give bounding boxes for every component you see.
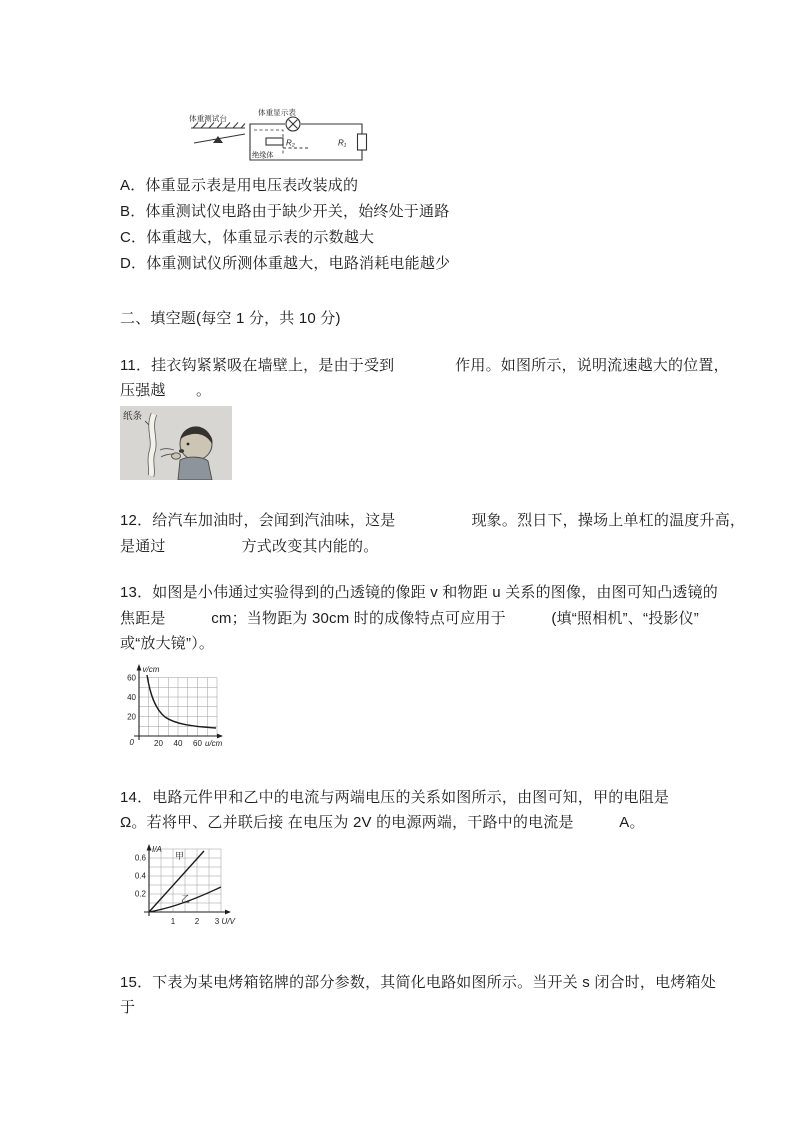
question-12-line1: 12．给汽车加油时，会闻到汽油味，这是 现象。烈日下，操场上单杠的温度升高， <box>120 512 746 529</box>
y-tick-40: 40 <box>127 693 136 702</box>
r1-label: R₁ <box>338 138 347 148</box>
section-title: 二、填空题(每空 1 分，共 10 分) <box>120 310 341 327</box>
question-15-line1: 15．下表为某电烤箱铭牌的部分参数，其简化电路如图所示。当开关 s 闭合时，电烤箱处 <box>120 974 716 991</box>
question-11-line2: 压强越 。 <box>120 382 212 399</box>
paper-strip-label: 纸条 <box>123 411 143 422</box>
y-tick-06: 0.6 <box>134 853 146 863</box>
series-jia-label: 甲 <box>175 851 185 861</box>
x-tick-1: 1 <box>170 917 176 926</box>
question-option-a: A．体重显示表是用电压表改装成的 <box>120 177 359 194</box>
series-yi-label: 乙 <box>181 894 191 904</box>
y-axis-label: v/cm <box>142 665 160 674</box>
x-axis-label: U/V <box>221 917 235 926</box>
r2-label: R₂ <box>286 138 295 148</box>
x-axis-label: u/cm <box>205 739 223 748</box>
question-13-line1: 13．如图是小伟通过实验得到的凸透镜的像距 v 和物距 u 关系的图像，由图可知凸透镜的 <box>120 584 719 601</box>
question-12-line2: 是通过 方式改变其内能的。 <box>120 538 379 555</box>
y-tick-60: 60 <box>127 673 136 683</box>
y-tick-04: 0.4 <box>134 871 146 881</box>
question-11-line1: 11．挂衣钩紧紧吸在墙壁上，是由于受到 作用。如图所示，说明流速越大的位置， <box>120 357 729 374</box>
figure-lens-distance-graph <box>117 662 231 758</box>
question-14-line1: 14．电路元件甲和乙中的电流与两端电压的关系如图所示，由图可知，甲的电阻是 <box>120 789 670 806</box>
y-tick-20: 20 <box>127 712 136 722</box>
display-meter-label: 体重显示表 <box>258 108 296 117</box>
platform-sketch <box>191 123 245 144</box>
x-tick-40: 40 <box>173 739 183 748</box>
question-13-line3: 或“放大镜”）。 <box>120 635 215 652</box>
figure-current-voltage-graph <box>125 842 237 938</box>
x-tick-20: 20 <box>154 739 163 748</box>
paper-strip <box>151 414 154 476</box>
platform-label: 体重测试台 <box>189 114 227 123</box>
question-13-line2: 焦距是 cm；当物距为 30cm 时的成像特点可应用于 (填“照相机”、“投影仪” <box>120 610 699 627</box>
x-tick-3: 3 <box>214 917 220 926</box>
x-tick-60: 60 <box>193 739 202 748</box>
question-option-c: C．体重越大，体重显示表的示数越大 <box>120 229 375 246</box>
lens-curve <box>147 675 216 728</box>
origin-label: 0 <box>129 738 134 747</box>
figure-boy-blowing-paper <box>120 406 232 480</box>
x-tick-2: 2 <box>194 917 200 926</box>
y-axis-label: I/A <box>152 845 162 854</box>
question-option-d: D．体重测试仪所测体重越大，电路消耗电能越少 <box>120 255 451 272</box>
question-option-b: B．体重测试仪电路由于缺少开关，始终处于通路 <box>120 203 450 220</box>
question-14-line2: Ω。若将甲、乙并联后接 在电压为 2V 的电源两端，干路中的电流是 A。 <box>120 814 645 831</box>
insulator-label: 绝缘体 <box>252 150 274 160</box>
y-tick-02: 0.2 <box>134 889 146 899</box>
question-15-line2: 于 <box>120 999 136 1016</box>
graph-axes <box>144 844 231 916</box>
figure-weight-scale-circuit <box>188 104 374 170</box>
